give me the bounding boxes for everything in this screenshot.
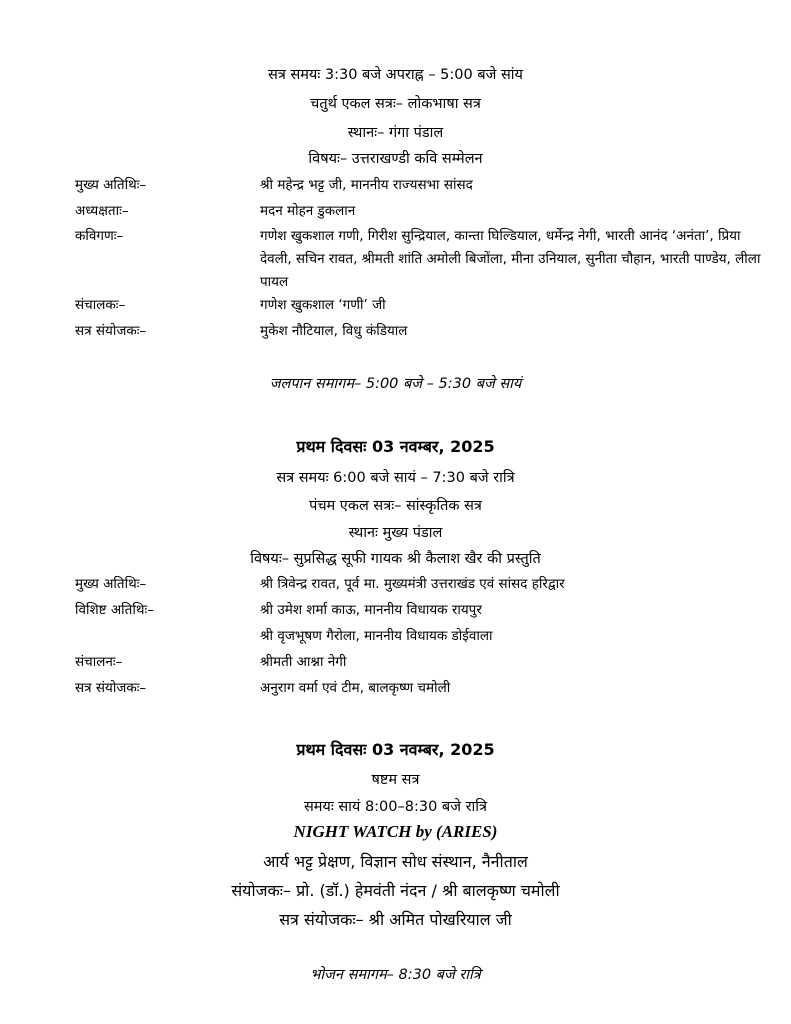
- session6-coordinator: संयोजकः– प्रो. (डॉ.) हेमवंती नंदन / श्री बालकृष्ण चमोली: [231, 881, 560, 900]
- session5-time: सत्र समयः 6:00 बजे सायं – 7:30 बजे रात्रि: [276, 470, 515, 486]
- row-value: अनुराग वर्मा एवं टीम, बालकृष्ण चमोली: [260, 680, 451, 696]
- row-value: श्री उमेश शर्मा काऊ, माननीय विधायक रायपुर: [260, 602, 482, 618]
- session6-session-coordinator: सत्र संयोजकः– श्री अमित पोखरियाल जी: [279, 910, 512, 929]
- row-value: मुकेश नौटियाल, विधु कंडियाल: [260, 323, 408, 339]
- row-label: सत्र संयोजकः–: [75, 323, 147, 339]
- session4-venue: स्थानः– गंगा पंडाल: [347, 125, 444, 141]
- row-value: गणेश खुकशाल ‘गणी’ जी: [260, 297, 386, 313]
- session6-event: NIGHT WATCH by (ARIES): [293, 822, 498, 841]
- session6-time: समयः सायं 8:00–8:30 बजे रात्रि: [303, 799, 488, 815]
- row-label: सत्र संयोजकः–: [75, 680, 147, 696]
- row-value: श्री त्रिवेन्द्र रावत, पूर्व मा. मुख्यमंत्री उत्तराखंड एवं सांसद हरिद्वार: [260, 576, 565, 592]
- row-value: श्रीमती आश्ना नेगी: [260, 654, 347, 670]
- dinner-break: भोजन समागम– 8:30 बजे रात्रि: [310, 967, 481, 983]
- session6-day: प्रथम दिवसः 03 नवम्बर, 2025: [296, 740, 495, 759]
- session6-organization: आर्य भट्ट प्रेक्षण, विज्ञान सोध संस्थान, नैनीताल: [263, 852, 528, 871]
- row-label: मुख्य अतिथिः–: [75, 177, 147, 193]
- session4-time: सत्र समयः 3:30 बजे अपराह्न – 5:00 बजे सांय: [268, 67, 523, 83]
- row-label: संचालकः–: [75, 297, 126, 313]
- row-value: गणेश खुकशाल गणी, गिरीश सुन्द्रियाल, कान्ता घिल्डियाल, धर्मेन्द्र नेगी, भारती आनंद ‘अनंता’, प्रिया देवली, सचिन रावत, श्रीमती शांति अमोली बिजोंला, मीना उनियाल, सुनीता चौहान, भारती पाण्डेय, लीला पायल: [260, 228, 761, 290]
- session5-day: प्रथम दिवसः 03 नवम्बर, 2025: [296, 437, 495, 456]
- session4-name: चतुर्थ एकल सत्रः– लोकभाषा सत्र: [310, 96, 481, 112]
- session5-name: पंचम एकल सत्रः– सांस्कृतिक सत्र: [309, 498, 482, 514]
- row-label: अध्यक्षताः–: [75, 203, 129, 219]
- refreshment-break: जलपान समागम– 5:00 बजे – 5:30 बजे सायं: [269, 376, 522, 392]
- row-label: कविगणः–: [75, 228, 124, 244]
- row-value: श्री महेन्द्र भट्ट जी, माननीय राज्यसभा सांसद: [260, 177, 473, 193]
- session5-venue: स्थानः मुख्य पंडाल: [348, 525, 443, 541]
- session5-topic: विषयः– सुप्रसिद्ध सूफी गायक श्री कैलाश खैर की प्रस्तुति: [250, 551, 541, 567]
- row-value: मदन मोहन डुकलान: [260, 203, 356, 219]
- row-label: मुख्य अतिथिः–: [75, 576, 147, 592]
- row-value: श्री वृजभूषण गैरोला, माननीय विधायक डोईवाला: [260, 628, 493, 644]
- session6-name: षष्टम सत्र: [371, 772, 420, 788]
- row-label: विशिष्ट अतिथिः–: [75, 602, 154, 618]
- session4-topic: विषयः– उत्तराखण्डी कवि सम्मेलन: [308, 151, 483, 167]
- row-label: संचालनः–: [75, 654, 123, 670]
